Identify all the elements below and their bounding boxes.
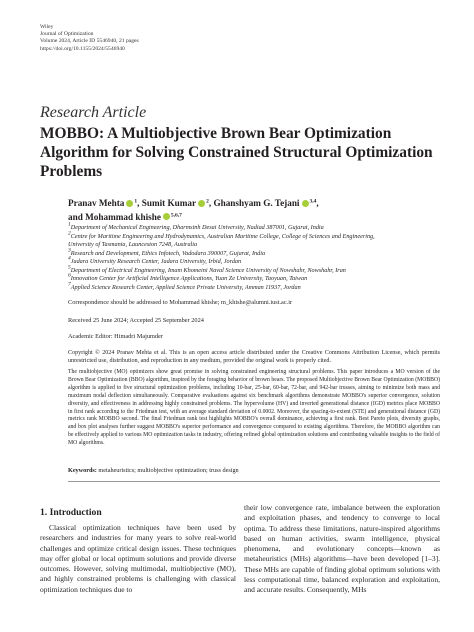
affiliation-sup: 1 xyxy=(68,221,71,228)
author-affil-sup: 2 xyxy=(206,198,209,205)
affiliation-item xyxy=(68,281,458,293)
author-affil-sup: 5,6,7 xyxy=(170,212,182,218)
section-heading-introduction: 1. Introduction xyxy=(40,507,102,518)
orcid-icon[interactable] xyxy=(302,200,309,207)
academic-editor: Academic Editor: Himadri Majumder xyxy=(68,333,163,340)
author-name: Sumit Kumar xyxy=(141,198,197,208)
affiliation-list xyxy=(68,221,458,292)
affiliation-sup: 3 xyxy=(68,247,71,254)
affiliation-text: Department of Mechanical Engineering, Dharmsinh Desai University, Nadiad 387001, Gujarat, India xyxy=(70,224,324,231)
affiliation-item xyxy=(68,264,458,276)
affiliation-sup: 5 xyxy=(68,264,71,271)
affiliation-text: University of Tasmania, Launceston 7248, Australia xyxy=(68,241,198,249)
author-separator: , xyxy=(316,198,319,208)
section-divider xyxy=(68,481,440,482)
keywords-label: Keywords: xyxy=(68,467,97,474)
author-name: Ghanshyam G. Tejani xyxy=(213,198,300,208)
keywords-line xyxy=(68,467,239,474)
affiliation-text: Centre for Maritime Engineering and Hydrodynamics, Australian Maritime College, College of Sciences and Engineering, xyxy=(70,232,375,240)
abstract-text: The multiobjective (MO) optimizers show great promise in solving constrained engineering structural problems. This paper introduces a MO version of the Brown Bear Optimization (BBO) algorithm, inspired by the foraging behavior of brown bears. The proposed Multiobjective Brown Bear Optimization (MOBBO) algorithm is applied to five structural optimization problems, including 10-bar, 25-bar, 60-bar, 72-bar, and 942-bar trusses, aiming to minimize both mass and maximum nodal deflection simultaneously. Comparative evaluations against six benchmark algorithms demonstrate MOBBO's superior convergence, solution diversity, and effectiveness in addressing highly constrained problems. The hypervolume (HV) and inverted generational distance (IGD) metrics place MOBBO in first rank according to the Friedman test, with an average standard deviation of 0.0002. Moreover, the spacing-to-extent (STE) and generational distance (GD) metrics rank MOBBO second. The final Friedman rank test highlights MOBBO's overall dominance, achieving a first rank. Best Pareto plots, diversity graphs, and box plot analyses further suggest MOBBO's superior performance and convergence compared to existing algorithms. Therefore, the MOBBO algorithm can be effectively applied to various MO optimization tasks in industry, offering refined global optimization solutions and contributing valuable insights to the field of MO algorithms. xyxy=(68,369,440,447)
author-affil-sup: 3,4 xyxy=(309,198,317,205)
affiliation-text: Department of Electrical Engineering, Imam Khomeini Naval Science University of Nowshahr, Nowshahr, Iran xyxy=(70,266,346,274)
volume-line: Volume 2024, Article ID 5546940, 21 pages xyxy=(40,38,139,45)
affiliation-sup: 2 xyxy=(68,230,71,237)
affiliation-sup: 7 xyxy=(68,281,71,288)
orcid-icon[interactable] xyxy=(126,200,133,207)
affiliation-sup: 4 xyxy=(68,255,71,262)
author-list xyxy=(68,197,438,224)
article-title: MOBBO: A Multiobjective Brown Bear Optimization Algorithm for Solving Constrained Structural Optimization Problems xyxy=(40,125,433,180)
affiliation-item xyxy=(68,230,458,242)
affiliation-item xyxy=(68,247,458,259)
publisher-name: Wiley xyxy=(40,24,54,30)
affiliation-item xyxy=(68,241,458,250)
article-type: Research Article xyxy=(40,104,147,121)
author-name: and Mohammad khishe xyxy=(68,211,161,222)
affiliation-item xyxy=(68,272,458,284)
copyright-notice: Copyright © 2024 Pranav Mehta et al. This is an open access article distributed under the Creative Commons Attribution License, which permits unrestricted use, distribution, and reproduction in any medium, provided the original work is properly cited. xyxy=(68,350,440,364)
journal-header xyxy=(40,24,139,53)
affiliation-item xyxy=(68,255,458,267)
affiliation-item xyxy=(68,221,458,233)
affiliation-text: Research and Development, Ethics Infotech, Vadodara 390007, Gujarat, India xyxy=(70,249,266,257)
correspondence-line: Correspondence should be addressed to Mohammad khishe; m_khishe@alumni.iust.ac.ir xyxy=(68,299,293,306)
intro-column-left: Classical optimization techniques have been used by researchers and industries for many years to solve real-world challenges and optimize critical design issues. These techniques may offer global or local optimum solutions and provide diverse outcomes. However, solving multimodal, multiobjective (MO), and highly constrained problems is challenging with classical optimization techniques due to xyxy=(40,523,236,594)
author-separator: , xyxy=(208,198,214,208)
doi-link[interactable]: https://doi.org/10.1155/2024/5546940 xyxy=(40,45,125,52)
orcid-icon[interactable] xyxy=(198,200,205,207)
author-name: Pranav Mehta xyxy=(68,198,125,208)
journal-name: Journal of Optimization xyxy=(40,31,94,38)
author-separator: , xyxy=(137,198,142,208)
received-accepted-dates: Received 25 June 2024; Accepted 25 September 2024 xyxy=(68,317,204,324)
affiliation-text: Applied Science Research Center, Applied Science Private University, Amman 11937, Jordan xyxy=(70,283,301,291)
author-affil-sup: 1 xyxy=(134,198,138,205)
orcid-icon[interactable] xyxy=(163,213,170,220)
affiliation-sup: 6 xyxy=(68,272,71,279)
intro-column-right: their low convergence rate, imbalance between the exploration and exploitation phases, and tendency to converge to local optima. To address these limitations, nature-inspired algorithms based on human activities, swarm intelligence, physical phenomena, and evolutionary concepts—known as metaheuristics (MHs) algorithms—have been developed [1–3]. These MHs are capable of finding global optimum solutions with less computational time, balanced exploration and exploitation, and accurate results. Consequently, MHs xyxy=(244,503,441,595)
affiliation-text: Jadara University Research Center, Jadara University, Irbid, Jordan xyxy=(70,258,242,266)
keywords-text: metaheuristics; multiobjective optimization; truss design xyxy=(98,467,239,474)
affiliation-text: Innovation Center for Artificial Intelligence Applications, Yuan Ze University, Taoyuan, Taiwan xyxy=(70,275,308,283)
